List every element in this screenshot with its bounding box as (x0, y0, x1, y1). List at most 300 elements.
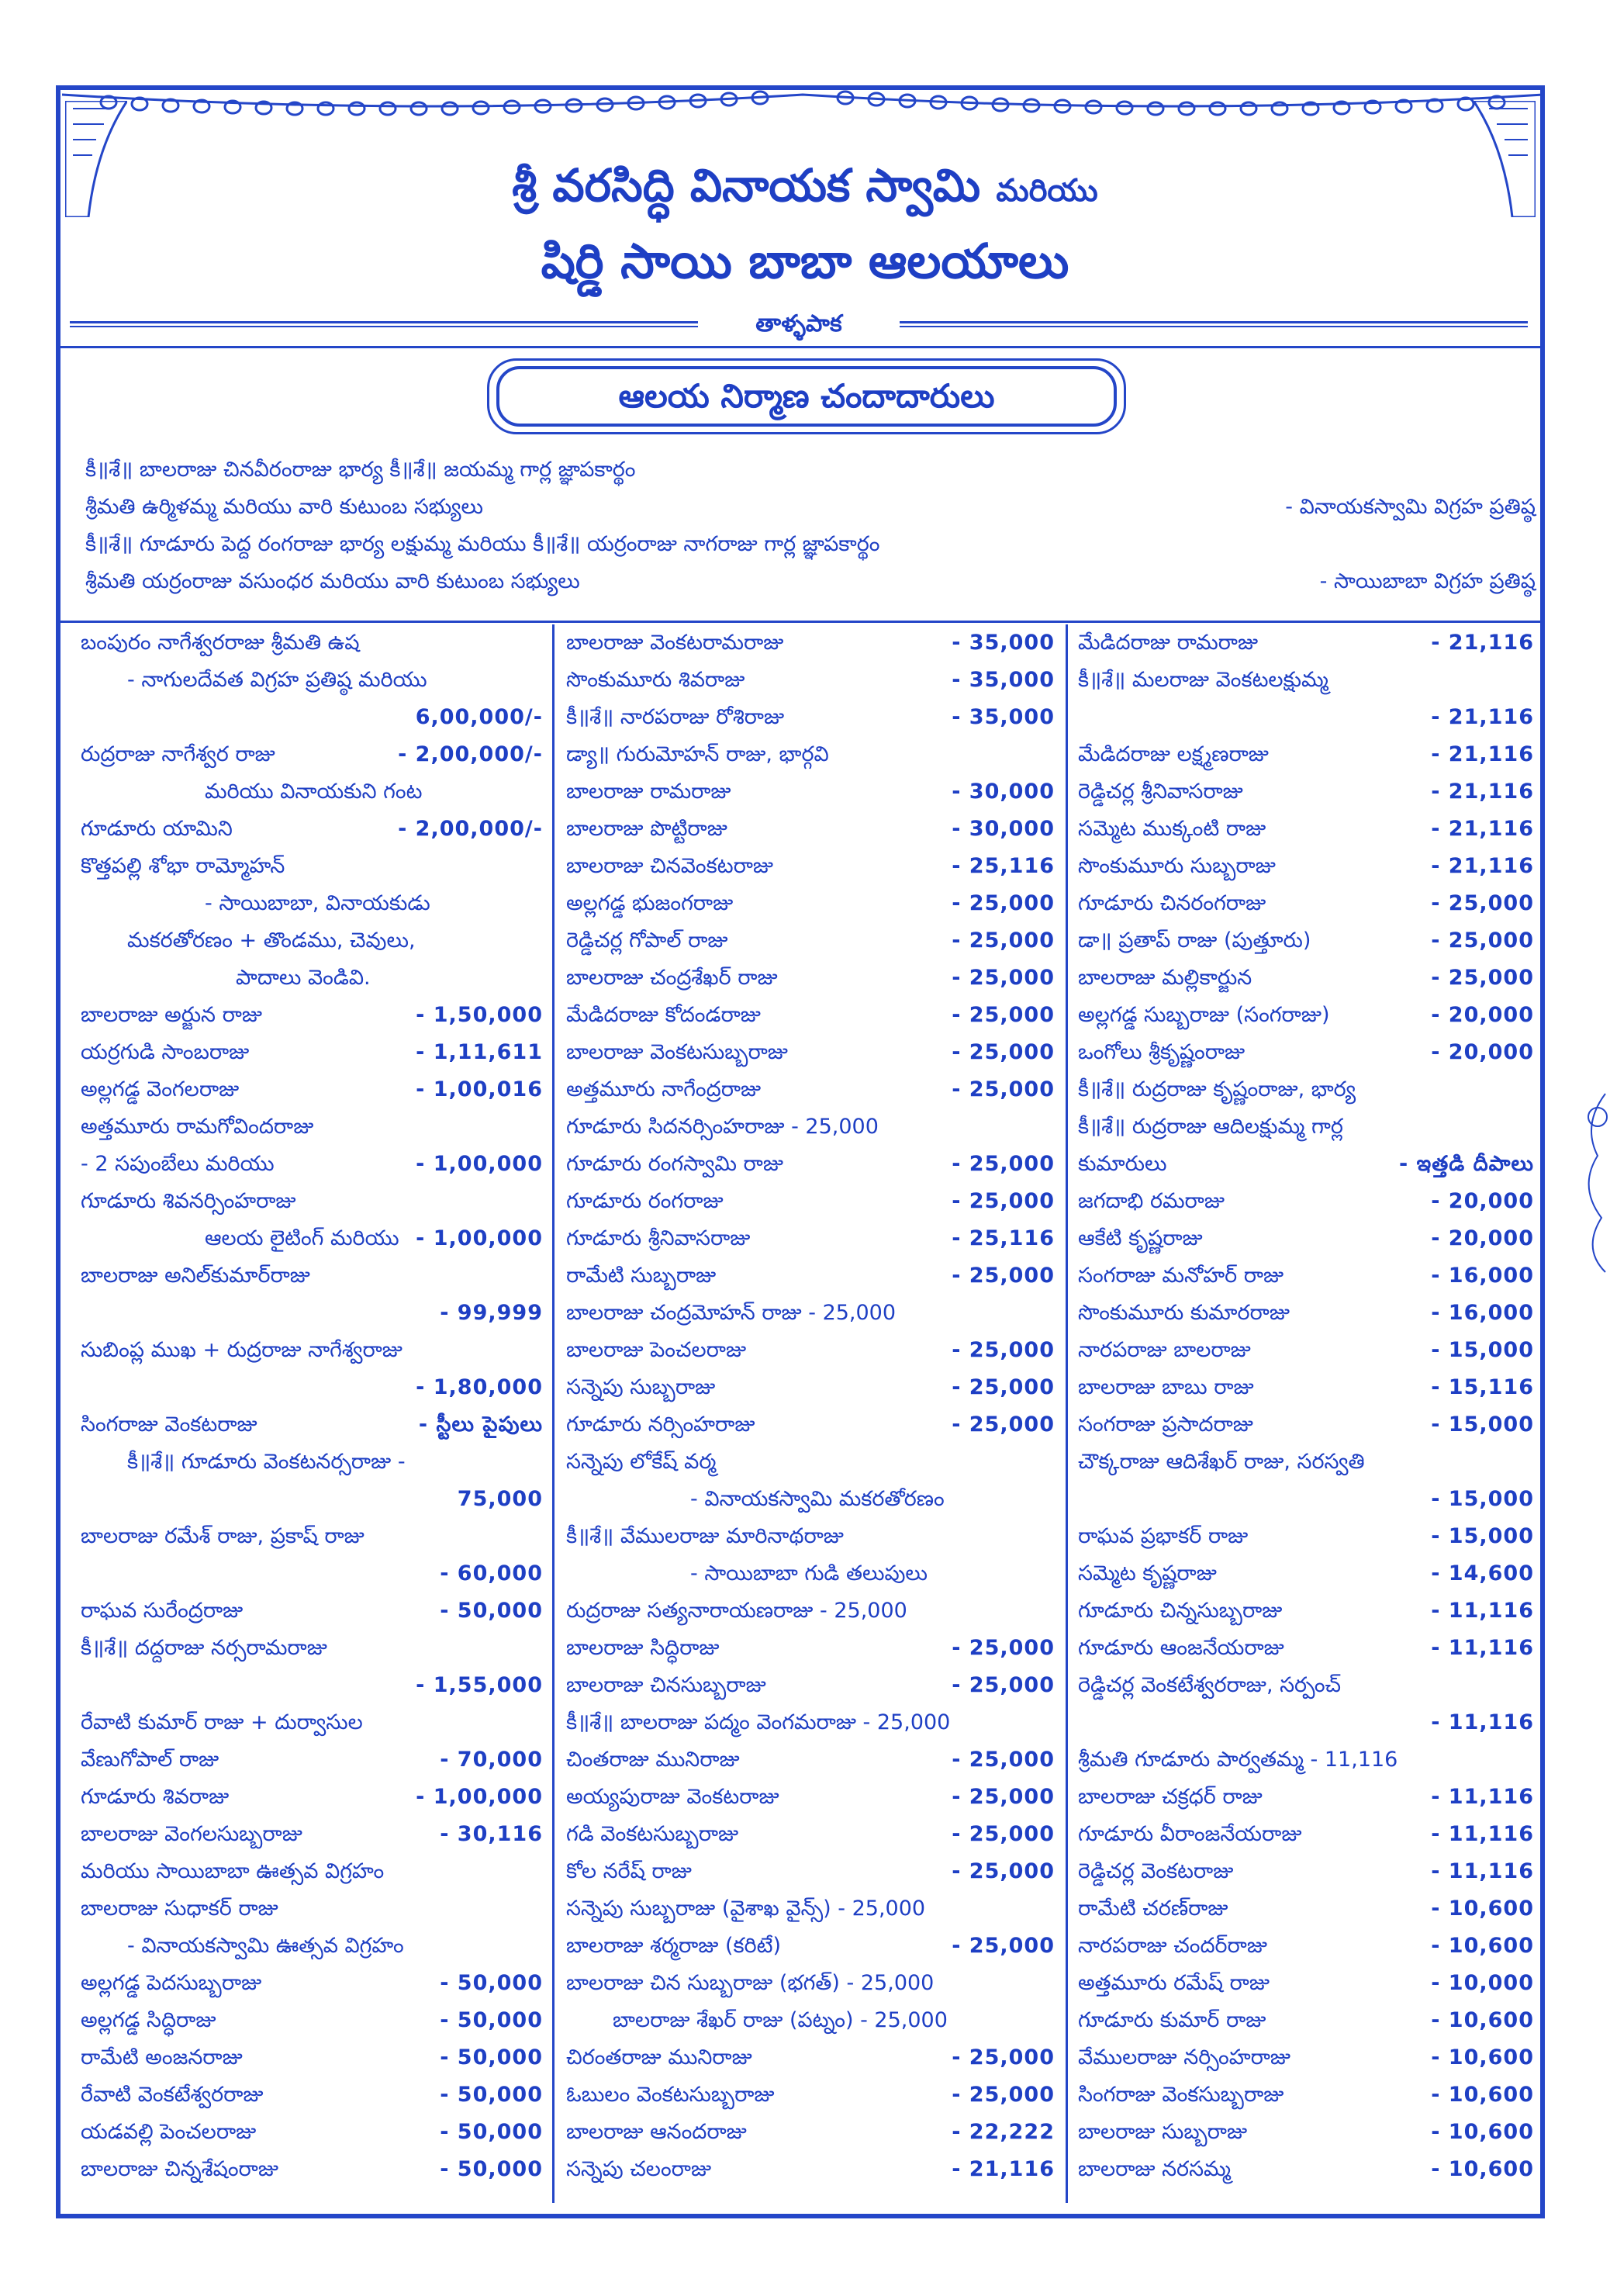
donation-amount: - 25,000 (952, 966, 1055, 990)
donation-amount: - 50,000 (440, 1599, 543, 1623)
donation-amount: - 50,000 (440, 2157, 543, 2181)
donor-row (1078, 2076, 1534, 2114)
intro-text: శ్రీమతి ఉర్మిళమ్మ మరియు వారి కుటుంబ సభ్యులు (85, 495, 483, 519)
divider-line-right (900, 321, 1528, 327)
place-divider (70, 310, 1528, 341)
donor-name: గూడూరు నర్సింహరాజు (566, 1413, 755, 1437)
donor-row (81, 1444, 543, 1481)
donor-name: బాలరాజు చక్రధర్ రాజు (1078, 1785, 1263, 1809)
donor-row (1078, 1555, 1534, 1592)
donation-amount: - 21,116 (1431, 854, 1534, 878)
donor-name: బాలరాజు చంద్రమోహన్ రాజు - 25,000 (566, 1301, 897, 1325)
donor-name: బాలరాజు శర్మరాజు (కరిటే) (566, 1934, 781, 1958)
donation-amount: - 20,000 (1431, 1040, 1534, 1064)
donor-row (1078, 2151, 1534, 2188)
donor-name: అల్లగడ్డ సుబ్బరాజు (సంగరాజు) (1078, 1003, 1330, 1027)
donation-amount: - 25,000 (952, 891, 1055, 915)
donor-row (566, 773, 1055, 811)
donor-row (1078, 960, 1534, 997)
donation-amount: - 15,000 (1431, 1524, 1534, 1548)
donor-row (1078, 1108, 1534, 1146)
donation-amount: - 30,000 (952, 780, 1055, 804)
donation-amount: - 1,55,000 (416, 1673, 543, 1697)
donor-row (566, 1779, 1055, 1816)
donor-row (566, 1555, 1055, 1592)
donation-amount: - 25,000 (1431, 928, 1534, 953)
donor-row (1078, 2039, 1534, 2076)
donor-name: గూడూరు చినరంగరాజు (1078, 891, 1266, 915)
donation-amount: - 2,00,000/- (398, 742, 543, 766)
donor-row (566, 1183, 1055, 1220)
donor-row (566, 960, 1055, 997)
donor-row (1078, 1257, 1534, 1295)
donation-amount: - 25,000 (952, 1413, 1055, 1437)
donor-row (81, 1146, 543, 1183)
intro-line (85, 491, 1536, 524)
donor-name: గూడూరు సిదనర్సింహరాజు - 25,000 (566, 1115, 879, 1139)
donation-amount: - 10,600 (1431, 2045, 1534, 2070)
donor-name: బాలరాజు సిద్ధిరాజు (566, 1636, 720, 1660)
donation-amount: - 11,116 (1431, 1710, 1534, 1734)
donor-row (566, 1220, 1055, 1257)
donor-row (81, 699, 543, 736)
garland-decoration (62, 87, 1543, 149)
donation-amount: - 35,000 (952, 631, 1055, 655)
donation-amount: - 11,116 (1431, 1785, 1534, 1809)
donation-amount: - 50,000 (440, 2083, 543, 2107)
donor-row (566, 1481, 1055, 1518)
donor-row (81, 1295, 543, 1332)
donor-name: రెడ్డిచర్ల వెంకటరాజు (1078, 1859, 1234, 1883)
donor-row (81, 1518, 543, 1555)
donor-row (1078, 1928, 1534, 1965)
donor-row (566, 922, 1055, 960)
donor-row (566, 662, 1055, 699)
donor-name: రుద్రరాజు సత్యనారాయణరాజు - 25,000 (566, 1599, 907, 1623)
donor-name: బాలరాజు నరసమ్మ (1078, 2157, 1231, 2181)
donor-row (81, 1965, 543, 2002)
donation-amount: - 11,116 (1431, 1859, 1534, 1883)
donor-row (81, 811, 543, 848)
donor-name: యడవల్లి పెంచలరాజు (81, 2120, 257, 2144)
donation-amount: - 10,000 (1431, 1971, 1534, 1995)
donor-name: అల్లగడ్డ భుజంగరాజు (566, 891, 734, 915)
donation-amount: - 11,116 (1431, 1636, 1534, 1660)
donor-row (1078, 1592, 1534, 1630)
donation-amount: - 50,000 (440, 2120, 543, 2144)
donor-row (566, 1034, 1055, 1071)
donor-row (566, 1853, 1055, 1890)
donor-row (81, 773, 543, 811)
donor-row (1078, 1779, 1534, 1816)
donation-amount: - 16,000 (1431, 1264, 1534, 1288)
donor-row (81, 2076, 543, 2114)
donor-row (1078, 1741, 1534, 1779)
donor-row (566, 848, 1055, 885)
donor-name: రెడ్డిచర్ల శ్రీనివాసరాజు (1078, 780, 1243, 804)
donation-amount: - 25,000 (952, 1189, 1055, 1213)
temple-title-line1 (0, 159, 1610, 223)
donor-row (566, 1816, 1055, 1853)
donor-name: - నాగులదేవత విగ్రహ ప్రతిష్ఠ మరియు (127, 668, 427, 692)
donor-row (566, 2002, 1055, 2039)
donor-row (81, 1034, 543, 1071)
donation-amount: - 50,000 (440, 2008, 543, 2032)
donor-name: సన్నెపు చలంరాజు (566, 2157, 712, 2181)
donation-amount: - 25,000 (952, 1748, 1055, 1772)
donor-name: సన్నెపు సుబ్బరాజు (వైశాఖ వైన్స్) - 25,000 (566, 1897, 926, 1921)
intro-text: కీ॥శే॥ బాలరాజు చినవీరంరాజు భార్య కీ॥శే॥ జయమ్మ గార్ల జ్ఞాపకార్థం (85, 458, 636, 482)
donor-name: - 2 సపుంబేలు మరియు (81, 1152, 275, 1176)
donation-amount: - 10,600 (1431, 1897, 1534, 1921)
donor-row (1078, 1518, 1534, 1555)
donation-amount: - 25,000 (952, 1375, 1055, 1399)
donor-row (81, 2151, 543, 2188)
donor-name: బాలరాజు వెంకటసుబ్బరాజు (566, 1040, 788, 1064)
donor-row (1078, 1481, 1534, 1518)
donor-name: సొంకుమూరు శివరాజు (566, 668, 745, 692)
column-divider-2 (1066, 624, 1068, 2203)
donor-row (81, 960, 543, 997)
donor-row (566, 1518, 1055, 1555)
donor-row (81, 1741, 543, 1779)
donor-name: బాలరాజు బాబు రాజు (1078, 1375, 1254, 1399)
donor-name: చిరంతరాజు మునిరాజు (566, 2045, 752, 2070)
donation-amount: - 15,000 (1431, 1487, 1534, 1511)
donor-name: బాలరాజు చినవెంకటరాజు (566, 854, 773, 878)
donation-amount: - 25,000 (952, 1822, 1055, 1846)
donor-row (1078, 1444, 1534, 1481)
donor-row (81, 1183, 543, 1220)
donation-amount: - 25,000 (1431, 891, 1534, 915)
donor-name: గూడూరు రంగస్వామి రాజు (566, 1152, 783, 1176)
donation-amount: - 1,11,611 (416, 1040, 543, 1064)
donor-row (566, 2151, 1055, 2188)
donor-name: బాలరాజు అనిల్‌కుమార్‌రాజు (81, 1264, 310, 1288)
donor-row (1078, 1220, 1534, 1257)
donation-amount: - 10,600 (1431, 2120, 1534, 2144)
donor-column-3 (1078, 624, 1534, 2199)
donation-amount: - 25,116 (952, 1226, 1055, 1250)
donor-row (1078, 2114, 1534, 2151)
donor-name: రుద్రరాజు నాగేశ్వర రాజు (81, 742, 275, 766)
donor-name: ఓబులం వెంకటసుబ్బరాజు (566, 2083, 775, 2107)
donation-amount: - 25,000 (1431, 966, 1534, 990)
donor-row (566, 2114, 1055, 2151)
donor-row (1078, 1332, 1534, 1369)
donation-amount: - 10,600 (1431, 2157, 1534, 2181)
donor-name: గూడూరు వీరాంజనేయరాజు (1078, 1822, 1302, 1846)
donor-row (566, 1928, 1055, 1965)
donation-amount: - 30,000 (952, 817, 1055, 841)
donation-amount: - 22,222 (952, 2120, 1055, 2144)
signature-mark (1574, 1078, 1610, 1280)
donor-row (566, 1071, 1055, 1108)
donation-amount: - 21,116 (1431, 705, 1534, 729)
donation-amount: - 25,000 (952, 928, 1055, 953)
donor-name: బాలరాజు అర్జున రాజు (81, 1003, 263, 1027)
donor-name: బాలరాజు సుబ్బరాజు (1078, 2120, 1248, 2144)
donor-row (566, 2076, 1055, 2114)
donor-name: రామేటి చరణ్‌రాజు (1078, 1897, 1228, 1921)
donor-row (81, 1779, 543, 1816)
title-suffix: మరియు (996, 173, 1098, 209)
donor-row (1078, 1853, 1534, 1890)
donor-row (566, 1257, 1055, 1295)
donor-row (81, 1667, 543, 1704)
donor-column-2 (566, 624, 1055, 2199)
donation-amount: - 35,000 (952, 668, 1055, 692)
donor-name: సింగరాజు వెంకటరాజు (81, 1413, 257, 1437)
donor-name: సొంకుమూరు సుబ్బరాజు (1078, 854, 1276, 878)
donor-row (1078, 736, 1534, 773)
donor-row (566, 736, 1055, 773)
donor-name: కొత్తపల్లి శోభా రామ్మోహన్ (81, 854, 285, 878)
donor-row (81, 662, 543, 699)
donor-row (81, 1592, 543, 1630)
donor-name: గూడూరు శివరాజు (81, 1785, 230, 1809)
donor-row (81, 1928, 543, 1965)
donor-row (566, 1667, 1055, 1704)
donation-amount: - 10,600 (1431, 2008, 1534, 2032)
divider-line-left (70, 321, 698, 327)
donor-name: బంపురం నాగేశ్వరరాజు శ్రీమతి ఉష (81, 631, 360, 655)
donor-row (1078, 1183, 1534, 1220)
donor-name: బాలరాజు పెంచలరాజు (566, 1338, 747, 1362)
donor-name: రేవాటి కుమార్ రాజు + దుర్వాసుల (81, 1710, 363, 1734)
donor-row (81, 1890, 543, 1928)
donor-name: బాలరాజు రమేశ్ రాజు, ప్రకాష్ రాజు (81, 1524, 364, 1548)
donor-name: - వినాయకస్వామి ఊత్సవ విగ్రహం (127, 1934, 404, 1958)
donation-amount: - 16,000 (1431, 1301, 1534, 1325)
donation-amount: - 15,000 (1431, 1338, 1534, 1362)
intro-role: - సాయిబాబా విగ్రహ ప్రతిష్ఠ (1319, 569, 1536, 593)
donor-row (81, 1555, 543, 1592)
donation-amount: - 21,116 (1431, 742, 1534, 766)
donor-row (1078, 1369, 1534, 1406)
donor-name: డా॥ ప్రతాప్ రాజు (పుత్తూరు) (1078, 928, 1311, 953)
donor-row (81, 997, 543, 1034)
donation-amount: - 25,000 (952, 1040, 1055, 1064)
donation-amount: - 25,000 (952, 1264, 1055, 1288)
donor-row (566, 1630, 1055, 1667)
donor-name: బాలరాజు శేఖర్ రాజు (పట్నం) - 25,000 (613, 2008, 948, 2032)
donor-row (1078, 1965, 1534, 2002)
donor-row (1078, 1146, 1534, 1183)
donor-name: మేడిదరాజు రామరాజు (1078, 631, 1259, 655)
donor-row (566, 1295, 1055, 1332)
donor-name: ఆకేటి కృష్ణరాజు (1078, 1226, 1203, 1250)
donation-amount: - 25,000 (952, 1934, 1055, 1958)
donor-row (1078, 1295, 1534, 1332)
donor-row (566, 624, 1055, 662)
donor-name: శ్రీమతి గూడూరు పార్వతమ్మ - 11,116 (1078, 1748, 1398, 1772)
donor-name: గడి వెంకటసుబ్బరాజు (566, 1822, 739, 1846)
donor-name: కోల నరేష్ రాజు (566, 1859, 692, 1883)
donation-amount: - 21,116 (1431, 631, 1534, 655)
intro-text: కీ॥శే॥ గూడూరు పెద్ద రంగరాజు భార్య లక్షుమ్మ మరియు కీ॥శే॥ యర్రంరాజు నాగరాజు గార్ల జ్ఞాపకార్థం (85, 532, 880, 556)
donation-amount: - 25,000 (952, 2045, 1055, 2070)
donor-name: బాలరాజు చినసుబ్బరాజు (566, 1673, 766, 1697)
donor-row (1078, 848, 1534, 885)
donor-row (1078, 922, 1534, 960)
donor-name: కీ॥శే॥ నారపరాజు రోశిరాజు (566, 705, 785, 729)
donor-name: సమ్మెట ముక్కంటి రాజు (1078, 817, 1266, 841)
donation-amount: - 1,80,000 (416, 1375, 543, 1399)
donor-row (81, 1406, 543, 1444)
donation-amount: - 20,000 (1431, 1189, 1534, 1213)
donation-amount: - 30,116 (440, 1822, 543, 1846)
donor-name: సొంకుమూరు కుమారరాజు (1078, 1301, 1290, 1325)
donor-name: గూడూరు శివనర్సింహరాజు (81, 1189, 296, 1213)
donor-name: సుబింప్ల ముఖ + రుద్రరాజు నాగేశ్వరాజు (81, 1338, 402, 1362)
donor-name: బాలరాజు చిన్నశేషంరాజు (81, 2157, 278, 2181)
donation-amount: - 25,000 (952, 1077, 1055, 1101)
donation-amount: - 99,999 (440, 1301, 543, 1325)
donation-amount: - 50,000 (440, 2045, 543, 2070)
donor-name: బాలరాజు చంద్రశేఖర్ రాజు (566, 966, 778, 990)
donor-name: కీ॥శే॥ రుద్రరాజు ఆదిలక్షుమ్మ గార్ల (1078, 1115, 1343, 1139)
donor-row (1078, 1071, 1534, 1108)
donor-name: రామేటి అంజనరాజు (81, 2045, 243, 2070)
header-divider (60, 346, 1540, 348)
donor-row (1078, 662, 1534, 699)
donor-row (1078, 811, 1534, 848)
donation-amount: - 25,000 (952, 1785, 1055, 1809)
donor-name: అత్తమూరు రామగోవిందరాజు (81, 1115, 314, 1139)
donor-column-1 (81, 624, 543, 2199)
intro-role: - వినాయకస్వామి విగ్రహ ప్రతిష్ఠ (1285, 495, 1536, 519)
donation-amount: - 1,00,000 (416, 1226, 543, 1250)
donor-name: అల్లగడ్డ సిద్ధిరాజు (81, 2008, 216, 2032)
donor-row (81, 1630, 543, 1667)
donor-name: - సాయిబాబా, వినాయకుడు (205, 891, 430, 915)
donor-row (566, 1704, 1055, 1741)
donation-amount: - 15,000 (1431, 1413, 1534, 1437)
donor-name: గూడూరు కుమార్ రాజు (1078, 2008, 1266, 2032)
donor-name: యర్రగుడి సాంబరాజు (81, 1040, 250, 1064)
donor-row (566, 811, 1055, 848)
donor-name: కీ॥శే॥ దద్దరాజు నర్సరామరాజు (81, 1636, 327, 1660)
place-name: తాళ్ళపాక (755, 310, 842, 337)
donor-name: గూడూరు శ్రీనివాసరాజు (566, 1226, 751, 1250)
section-banner: ఆలయ నిర్మాణ చందాదారులు (496, 366, 1117, 427)
donor-name: సంగరాజు మనోహర్ రాజు (1078, 1264, 1284, 1288)
intro-line (85, 528, 1536, 561)
donation-amount: - 25,000 (952, 1338, 1055, 1362)
donor-name: కీ॥శే॥ గూడూరు వెంకటనర్సరాజు - (127, 1450, 406, 1474)
donation-amount: - 25,000 (952, 1636, 1055, 1660)
intro-text: శ్రీమతి యర్రంరాజు వసుంధర మరియు వారి కుటుంబ సభ్యులు (85, 569, 580, 593)
donor-row (1078, 1667, 1534, 1704)
donor-row (1078, 1890, 1534, 1928)
donor-name: మేడిదరాజు కోదండరాజు (566, 1003, 761, 1027)
donor-name: గూడూరు రంగరాజు (566, 1189, 724, 1213)
donation-amount: - 50,000 (440, 1971, 543, 1995)
donor-name: డ్యా॥ గురుమోహన్ రాజు, భార్గవి (566, 742, 829, 766)
donation-amount: - స్టీలు పైపులు (418, 1413, 543, 1437)
donation-amount: - 25,000 (952, 1859, 1055, 1883)
donor-name: కుమారులు (1078, 1152, 1167, 1176)
donor-name: బాలరాజు సుధాకర్ రాజు (81, 1897, 278, 1921)
intro-line (85, 454, 1536, 486)
donor-row (81, 1369, 543, 1406)
donor-name: అల్లగడ్డ పెదసుబ్బరాజు (81, 1971, 262, 1995)
donor-name: ఒంగోలు శ్రీకృష్ణంరాజు (1078, 1040, 1246, 1064)
donor-row (1078, 773, 1534, 811)
donor-name: మరియు వినాయకుని గంట (205, 780, 423, 804)
donation-amount: - 35,000 (952, 705, 1055, 729)
donor-name: జగదాభి రమరాజు (1078, 1189, 1225, 1213)
donor-row (566, 1108, 1055, 1146)
donor-row (81, 1853, 543, 1890)
donation-amount: - 20,000 (1431, 1226, 1534, 1250)
donor-name: అత్తమూరు నాగేంద్రరాజు (566, 1077, 762, 1101)
donor-row (1078, 1034, 1534, 1071)
donor-row (1078, 699, 1534, 736)
donor-name: రెడ్డిచర్ల గోపాల్ రాజు (566, 928, 728, 953)
donor-name: మకరతోరణం + తొండము, చెవులు, (127, 928, 416, 953)
donor-row (81, 2002, 543, 2039)
donor-row (1078, 624, 1534, 662)
donor-name: మరియు సాయిబాబా ఊత్సవ విగ్రహం (81, 1859, 385, 1883)
donor-name: నారపరాజు బాలరాజు (1078, 1338, 1251, 1362)
donor-name: రెడ్డిచర్ల వెంకటేశ్వరరాజు, సర్పంచ్ (1078, 1673, 1342, 1697)
donor-row (81, 922, 543, 960)
donor-row (566, 1592, 1055, 1630)
donation-amount: - 1,50,000 (416, 1003, 543, 1027)
donor-row (81, 2114, 543, 2151)
donor-row (566, 699, 1055, 736)
donation-amount: - ఇత్తడి దీపాలు (1399, 1152, 1534, 1176)
donor-row (566, 1369, 1055, 1406)
donor-name: చింతరాజు మునిరాజు (566, 1748, 740, 1772)
donor-name: బాలరాజు పొట్టిరాజు (566, 817, 727, 841)
donation-amount: - 25,000 (952, 2083, 1055, 2107)
donation-amount: - 70,000 (440, 1748, 543, 1772)
donor-row (566, 1146, 1055, 1183)
donor-name: గూడూరు యామిని (81, 817, 233, 841)
donor-row (566, 1444, 1055, 1481)
donor-row (1078, 1406, 1534, 1444)
donor-name: కీ॥శే॥ మలరాజు వెంకటలక్షుమ్మ (1078, 668, 1328, 692)
donor-name: అయ్యపురాజు వెంకటరాజు (566, 1785, 779, 1809)
donor-name: సన్నెపు లోకేష్ వర్మ (566, 1450, 717, 1474)
donation-amount: - 21,116 (1431, 780, 1534, 804)
donor-name: రాఘవ సురేంద్రరాజు (81, 1599, 244, 1623)
donor-name: సింగరాజు వెంకసుబ్బరాజు (1078, 2083, 1284, 2107)
donor-row (81, 1816, 543, 1853)
donation-amount: 75,000 (457, 1487, 543, 1511)
donor-row (1078, 997, 1534, 1034)
donor-name: కీ॥శే॥ వేములరాజు మారినాథరాజు (566, 1524, 844, 1548)
donor-row (566, 1965, 1055, 2002)
donation-amount: - 2,00,000/- (398, 817, 543, 841)
donor-name: రేవాటి వెంకటేశ్వరరాజు (81, 2083, 264, 2107)
title-main: శ్రీ వరసిద్ధి వినాయక స్వామి (512, 159, 981, 212)
donor-row (81, 1108, 543, 1146)
donor-name: రాఘవ ప్రభాకర్ రాజు (1078, 1524, 1249, 1548)
donor-name: నారపరాజు చందర్‌రాజు (1078, 1934, 1267, 1958)
donor-row (81, 885, 543, 922)
donation-amount: - 20,000 (1431, 1003, 1534, 1027)
donor-name: కీ॥శే॥ బాలరాజు పద్మం వెంగమరాజు - 25,000 (566, 1710, 951, 1734)
donor-row (81, 1257, 543, 1295)
donor-row (81, 1481, 543, 1518)
donation-amount: - 21,116 (1431, 817, 1534, 841)
donation-amount: - 10,600 (1431, 2083, 1534, 2107)
donation-amount: - 14,600 (1431, 1561, 1534, 1585)
